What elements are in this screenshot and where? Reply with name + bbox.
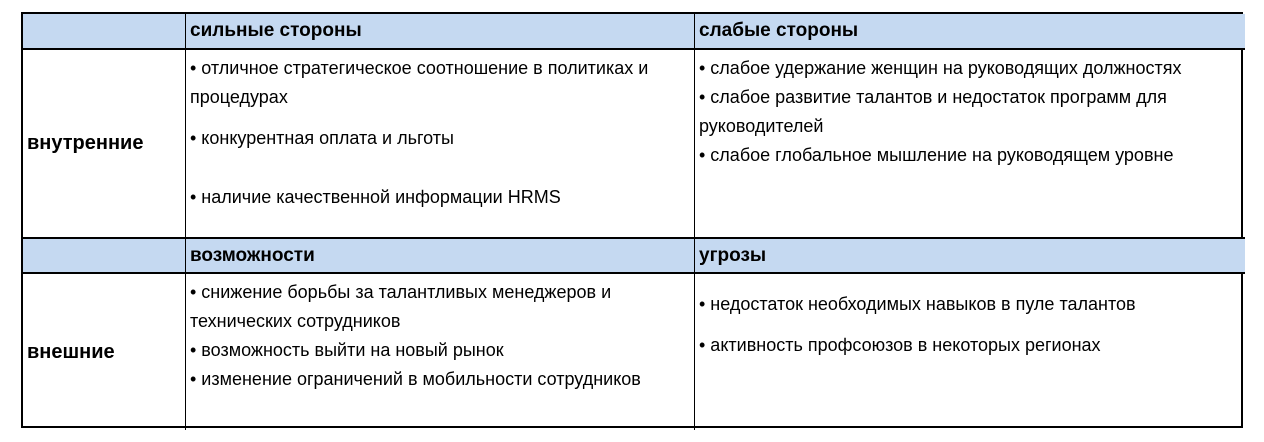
strength-item: • наличие качественной информации HRMS — [190, 187, 561, 207]
header-strengths: сильные стороны — [186, 14, 695, 50]
strength-item: • конкурентная оплата и льготы — [190, 128, 454, 148]
opportunity-item: • изменение ограничений в мобильности сотрудников — [190, 369, 641, 389]
header-weaknesses: слабые стороны — [695, 14, 1245, 50]
swot-table — [21, 12, 1243, 428]
row-label-internal: внутренние — [23, 50, 186, 238]
threats-cell — [695, 274, 1245, 430]
weakness-item: • слабое удержание женщин на руководящих должностях — [699, 58, 1182, 78]
opportunity-item: • возможность выйти на новый рынок — [190, 340, 504, 360]
strengths-cell — [186, 50, 695, 238]
threat-item: • недостаток необходимых навыков в пуле талантов — [699, 294, 1136, 314]
opportunities-cell — [186, 274, 695, 430]
weakness-item: • слабое глобальное мышление на руководящем уровне — [699, 145, 1174, 165]
header-corner-top — [23, 14, 186, 50]
weakness-item: • слабое развитие талантов и недостаток программ для руководителей — [699, 87, 1167, 136]
threat-item: • активность профсоюзов в некоторых регионах — [699, 335, 1101, 355]
header-threats: угрозы — [695, 238, 1245, 274]
row-label-external: внешние — [23, 274, 186, 430]
opportunity-item: • снижение борьбы за талантливых менеджеров и технических сотрудников — [190, 282, 612, 331]
header-corner-bottom — [23, 238, 186, 274]
weaknesses-cell — [695, 50, 1245, 238]
strength-item: • отличное стратегическое соотношение в политиках и процедурах — [190, 58, 649, 107]
header-opportunities: возможности — [186, 238, 695, 274]
